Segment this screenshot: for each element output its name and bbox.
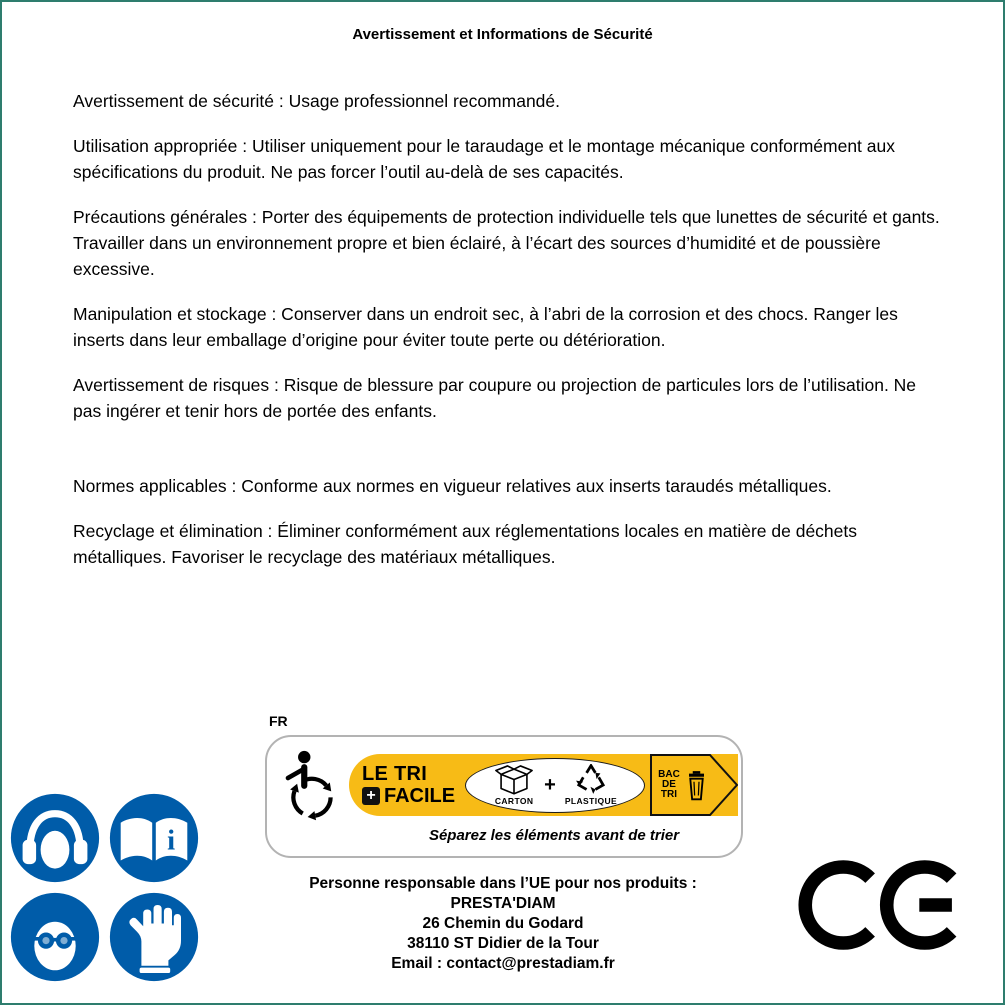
facile-label: FACILE (384, 785, 456, 807)
address-heading: Personne responsable dans l’UE pour nos produits : (309, 875, 697, 892)
body-text (73, 88, 940, 589)
paragraph-appropriate-use: Utilisation appropriée : Utiliser uniquement pour le taraudage et le montage mécanique conformément aux spécifications du produit. Ne pas forcer l’outil au-delà de ses capacités. (73, 136, 895, 182)
read-instruction-manual-icon (109, 793, 199, 883)
company-name: PRESTA'DIAM (450, 895, 556, 912)
sorting-bin-flag (650, 754, 738, 816)
wear-protective-gloves-icon (109, 892, 199, 982)
carton-icon (493, 764, 535, 795)
paragraph-general-precautions: Précautions générales : Porter des équipements de protection individuelle tels que lunettes de sécurité et gants. Travailler dans un environnement propre et bien éclairé, à l’écart des sources d’humidité et de poussière excessive. (73, 207, 940, 279)
carton-label: CARTON (494, 796, 534, 806)
plastique-label: PLASTIQUE (564, 796, 618, 806)
wear-ear-protection-icon (10, 793, 100, 883)
plus-separator: + (544, 773, 556, 796)
bac-de-tri-label: BAC DE TRI (658, 769, 680, 800)
bin-icon (684, 770, 709, 801)
paragraph-safety-warning: Avertissement de sécurité : Usage professionnel recommandé. (73, 91, 561, 111)
materials-capsule (465, 758, 645, 813)
plus-icon: + (362, 787, 380, 805)
wear-eye-protection-icon (10, 892, 100, 982)
triman-icon (281, 748, 343, 822)
pictogram-read-manual (109, 793, 199, 883)
paragraph-risk-warning: Avertissement de risques : Risque de blessure par coupure ou projection de particules lors de l’utilisation. Ne pas ingérer et tenir hors de portée des enfants. (73, 375, 917, 421)
pictogram-protective-gloves (109, 892, 199, 982)
paragraph-recycling-disposal: Recyclage et élimination : Éliminer conformément aux réglementations locales en matière de déchets métalliques. Favoriser le recyclage des matériaux métalliques. (73, 521, 858, 567)
address-street: 26 Chemin du Godard (422, 915, 584, 932)
page-title: Avertissement et Informations de Sécurité (352, 26, 653, 43)
le-tri-label: LE TRI (362, 763, 428, 785)
mandatory-pictograms (10, 793, 199, 982)
contact-email: Email : contact@prestadiam.fr (391, 955, 615, 972)
triman-row (281, 748, 731, 822)
triman-caption: Séparez les éléments avant de trier (428, 827, 680, 844)
le-tri-facile-banner (349, 754, 738, 816)
address-city: 38110 ST Didier de la Tour (407, 935, 599, 952)
fr-country-label: FR (269, 713, 288, 729)
ce-mark-icon (798, 853, 970, 957)
le-tri-facile-text (362, 763, 455, 807)
material-plastique (565, 764, 617, 806)
triman-recycling-label (265, 735, 743, 858)
pictogram-ear-protection (10, 793, 100, 883)
material-carton (493, 764, 535, 806)
pictogram-eye-protection (10, 892, 100, 982)
plastic-recycling-icon (574, 764, 608, 795)
svg-text:i: i (167, 824, 176, 857)
paragraph-applicable-standards: Normes applicables : Conforme aux normes en vigueur relatives aux inserts taraudés métalliques. (73, 476, 832, 496)
eu-responsible-address (253, 874, 753, 974)
paragraph-handling-storage: Manipulation et stockage : Conserver dans un endroit sec, à l’abri de la corrosion et des chocs. Ranger les inserts dans leur emballage d’origine pour éviter toute perte ou détérioration. (73, 304, 898, 350)
